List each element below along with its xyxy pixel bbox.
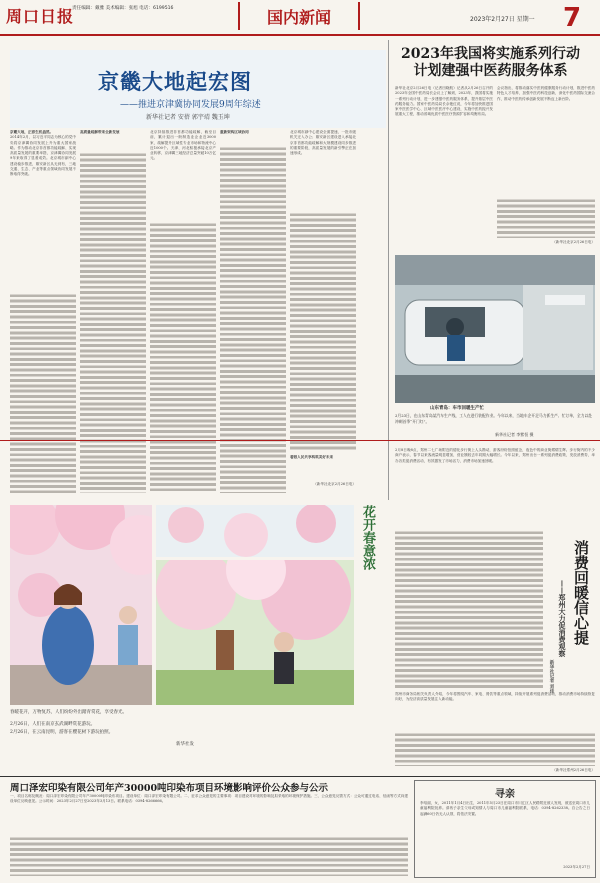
feature-col-3-text [150,222,216,493]
issue-date: 2023年2月27日 星期一 [470,16,535,23]
right-article-footer: （新华社北京2月26日电） [552,240,595,244]
right-article-body-2: 会议指出，将推动落实中医药健康服务行动计划，推进中医药特色人才培养，加强中医药科技创新，深化中医药国际交流合作，推动中医药传承创新发展不断迈上新台阶。 [497,86,595,101]
feature-col-5 [290,130,356,210]
consumption-title: 消费回暖信心提 [572,540,590,645]
newspaper-logo: 周口日报 [6,7,75,26]
right-article-col-1 [395,86,493,246]
feature-col-1 [10,130,76,290]
spring-caption-2: 2月26日，人们在南京玄武湖畔赏花游玩。 [10,722,96,727]
consumption-footer: （新华社郑州2月26日电） [552,768,595,772]
eia-notice-text [10,836,408,876]
lost-notice-box [414,780,596,878]
car-photo-caption-body: 2月23日，在山东青岛某汽车生产线，工人在进行装配作业。今年以来，当地车企开足马力抓生产、忙订单，全力以赴冲刺首季“开门红”。 [395,413,593,424]
bottom-rule [0,776,600,777]
feature-heading-3: 着眼人民共享构筑美好未来 [290,455,334,459]
spring-photo-title: 花开春意浓 [360,505,375,570]
feature-heading-2: 重新架构区域协同 [220,130,249,134]
spring-photo-2 [156,560,354,705]
consumption-col-2-text [395,732,595,766]
spring-caption-3: 2月26日，在云南昆明，游客在樱花树下游玩拍照。 [10,730,114,735]
feature-col-2 [80,130,146,150]
blossom-branch-illustration [156,505,354,557]
section-title: 国内新闻 [238,2,360,30]
feature-body-2: 北京持续推进非首都功能疏解，截至目前，累计退出一般制造业企业近3000家，疏解提升区域性专业市场和物流中心近1000个。天津、河北积极承接北京产业转移，京津冀三地经济总量突破10万亿元。 [150,130,216,161]
feature-heading-1: 高质量疏解带来全新发展 [80,130,120,134]
feature-col-3 [150,130,216,220]
feature-col-5b [290,455,356,467]
right-article-col-2 [497,86,595,196]
feature-lead: 京畿大地，正春生机盎然。 [10,130,54,134]
right-article-col-2-text [497,198,595,238]
right-article-title [388,46,593,80]
cherry-blossom-illustration-2 [156,560,354,705]
lost-notice-date: 2023年2月27日 [563,865,590,869]
right-article-body: 新华社北京2月26日电（记者田晓航）记者从2月26日召开的2023年全国中医药局长会议上了解到，2023年，我国将实施一系列行动计划，进一步建强中医药服务体系，提升基层中医药服务能力。国家中医药局局长余艳红说，今年将加快推进国家中医医学中心、区域中医医疗中心建设，实施中医药振兴发展重大工程，推动省域优质中医医疗资源扩容和均衡布局。 [395,86,493,117]
eia-notice-body: 一、项目名称及概况：周口泽宏印染有限公司年产30000吨印染布项目。建设单位：周口泽宏印染有限公司。二、征求公众意见的主要事项：项目建设对环境的影响及拟采取的环境保护措施。三、公众意见反馈方式：公众可通过电话、信函等方式向建设单位反映意见。公示时间：2023年2月27日至2023年3月13日。联系电话：0394-8266666。 [10,794,408,804]
feature-byline: 新华社记者 安蓓 郭宇靖 魏玉坤 [146,114,230,121]
masthead [0,0,600,36]
consumption-body: 2月8日晚8点，郑州二七广场附近的德化步行街上人头攒动，游客纷纷拍照留念，夜色中的商业街熠熠生辉。步行街内的不少商户表示，春节以来客流量明显增加，营业额较去年同期大幅增长。今年以来，郑州出台一系列促消费政策，发放消费券，举办各类促消费活动，有效激发了市场活力，消费市场加速回暖。 [395,448,595,463]
feature-col-4-text [220,146,286,493]
right-title-line-1: 2023年我国将实施系列行动 [401,46,580,62]
mid-rule [0,440,600,441]
feature-col-2-text [80,152,146,493]
consumption-col-1-text [395,530,543,690]
feature-title: 京畿大地起宏图 [98,69,252,94]
spring-caption-1: 春暖花开，万物复苏，人们纷纷外出踏青赏花，享受春光。 [10,710,127,715]
car-factory-illustration [395,255,595,403]
feature-body-3: 北京城市副中心建设全面提速，一批市级机关迁入办公；雄安新区建设进入承接北京非首都功能疏解和大规模建设同步推进的重要阶段，高质量发展的新引擎正在加速形成。 [290,130,356,156]
spring-photo-3 [156,505,354,557]
eia-notice-title: 周口泽宏印染有限公司年产30000吨印染布项目环境影响评价公众参与公示 [10,783,329,794]
spring-credit: 新华社发 [176,742,194,747]
consumption-byline: 新华社记者 刘佳 [549,660,554,694]
feature-col-5-text [290,212,356,452]
lost-notice-title: 寻亲 [495,789,515,800]
page-number: 7 [563,3,582,33]
feature-subtitle: ——推进京津冀协同发展9周年综述 [120,100,261,110]
consumption-subtitle: ——郑州大力促消费观察 [558,580,567,657]
car-photo-credit: 新华社记者 李紫恒 摄 [495,432,534,437]
feature-col-1-text [10,293,76,493]
consumption-col-1 [395,448,595,528]
consumption-body-2: 郑州市商务局相关负责人介绍，今年将围绕汽车、家电、餐饮等重点领域，持续开展系列促消费活动，推动消费市场持续恢复向好，为经济高质量发展注入新动能。 [395,692,595,702]
car-photo-caption: 山东青岛：车市回暖生产忙 [430,406,484,411]
car-factory-photo [395,255,595,403]
lost-notice-body: 李培丽，女，2011年1月4日出生，2011年5月23日在周口市川汇区人民路附近被人发现，被送至周口市儿童福利院抚养。请孩子亲生父母或知情人与周口市儿童福利院联系，电话：0394-8262338。自公告之日起满60日仍无人认领，将依法安置。 [420,801,590,816]
header-info: 责任编辑：戴雅 美术编辑：张旭 电话：6199516 [72,6,174,11]
feature-body: 2014年2月，以习近平同志为核心的党中央将京津冀协同发展上升为重大国家战略。作为推动北京非首都功能疏解、实现高质量发展的重要举措，京津冀协同发展9年来取得了显著成效。北京城市副中心建设稳步推进，雄安新区从无到有，三地交通、生态、产业等重点领域协同发展不断取得突破。 [10,135,76,177]
right-title-line-2: 计划建强中医药服务体系 [413,63,568,79]
feature-footer: （新华社北京2月26日电） [313,482,356,486]
feature-col-4 [220,130,286,144]
consumption-col-2 [395,692,595,730]
column-divider [388,40,389,500]
